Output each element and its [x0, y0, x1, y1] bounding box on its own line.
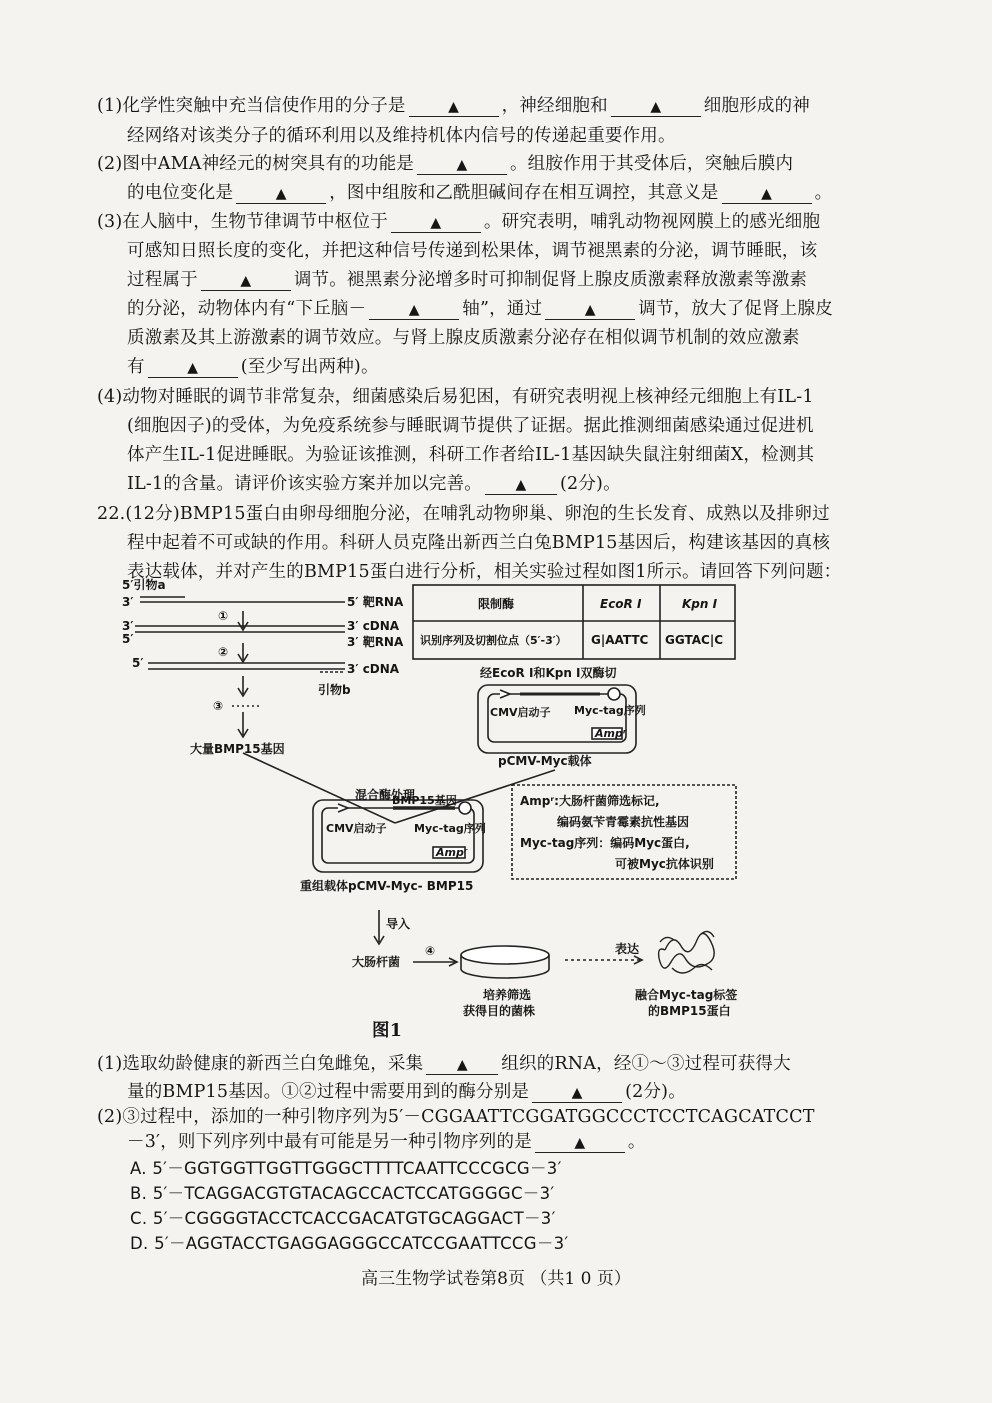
step1-label: ①: [218, 609, 229, 623]
q22-stem-line2: 程中起着不可或缺的作用。科研人员克隆出新西兰白兔BMP15基因后，构建该基因的真核: [127, 533, 831, 553]
double-cut-label: 经EcoR I和Kpn I双酶切: [480, 666, 617, 680]
q21-4-line2: (细胞因子)的受体，为免疫系统参与睡眠调节提供了证据。据此推测细菌感染通过促进机: [127, 416, 814, 436]
amp-label-2: Ampʳ: [436, 846, 468, 859]
bmp15-gene-label: BMP15基因: [392, 794, 457, 807]
q22-2-line1: (2)③过程中，添加的一种引物序列为5′－CGGAATTCGGATGGCCCTCCTCAGCATCCT: [97, 1107, 815, 1127]
table-ecori-site: G|AATTC: [591, 633, 649, 647]
answer-blank[interactable]: ▲: [409, 97, 499, 117]
option-a[interactable]: A. 5′－GGTGGTTGGTTGGGCTTTTCAATTCCCGCG－3′: [130, 1159, 562, 1178]
strand-5-label: 5′: [132, 656, 144, 670]
q21-3-line2: 可感知日照长度的变化，并把这种信号传递到松果体，调节褪黑素的分泌，调节睡眠，该: [127, 241, 818, 261]
option-d[interactable]: D. 5′－AGGTACCTGAGGAGGGCCATCCGAATTCCG－3′: [130, 1234, 569, 1253]
strand-3-label: 3′: [122, 619, 134, 633]
target-rna-label: 5′ 靶RNA: [347, 595, 404, 609]
many-bmp15-label: 大量BMP15基因: [190, 742, 285, 756]
culture-label-1: 培养筛选: [483, 988, 532, 1002]
option-b[interactable]: B. 5′－TCAGGACGTGTACAGCCACTCCATGGGGC－3′: [130, 1184, 555, 1203]
petri-dish: [461, 946, 549, 964]
answer-blank[interactable]: ▲: [722, 184, 812, 204]
legend-line3: Myc-tag序列：编码Myc蛋白,: [520, 836, 690, 850]
strand-3-label: 3′: [122, 595, 134, 609]
answer-blank[interactable]: ▲: [535, 1133, 625, 1153]
express-label: 表达: [615, 942, 640, 956]
myc-tag-label-2: Myc-tag序列: [414, 822, 486, 835]
answer-blank[interactable]: ▲: [545, 300, 635, 320]
answer-blank[interactable]: ▲: [369, 300, 459, 320]
answer-blank[interactable]: ▲: [148, 358, 238, 378]
q21-3-line3: 过程属于 ▲ 调节。褪黑素分泌增多时可抑制促肾上腺皮质激素释放激素等激素: [127, 270, 808, 290]
answer-blank[interactable]: ▲: [417, 155, 507, 175]
table-row-label: 识别序列及切割位点（5′-3′）: [420, 634, 567, 647]
option-c[interactable]: C. 5′－CGGGGTACCTCACCGACATGTGCAGGACT－3′: [130, 1209, 556, 1228]
import-label: 导入: [386, 917, 411, 931]
ecoli-label: 大肠杆菌: [352, 955, 401, 969]
primer-b-label: 引物b: [318, 683, 351, 697]
answer-blank[interactable]: ▲: [426, 1055, 498, 1075]
q21-2-line1: (2)图中AMA神经元的树突具有的功能是 ▲ 。组胺作用于其受体后，突触后膜内: [97, 154, 794, 174]
table-header-ecori: EcoR I: [600, 597, 642, 611]
q21-3-line1: (3)在人脑中，生物节律调节中枢位于 ▲ 。研究表明，哺乳动物视网膜上的感光细胞: [97, 212, 821, 232]
fusion-protein-label-1: 融合Myc-tag标签: [635, 988, 738, 1002]
table-kpni-site: GGTAC|C: [665, 633, 724, 647]
q21-1-line2: 经网络对该类分子的循环利用以及维持机体内信号的传递起重要作用。: [127, 126, 676, 146]
legend-line4: 可被Myc抗体识别: [615, 857, 714, 871]
answer-blank[interactable]: ▲: [236, 184, 326, 204]
fusion-protein-label-2: 的BMP15蛋白: [648, 1004, 731, 1018]
table-header-kpni: Kpn I: [682, 597, 718, 611]
amp-label: Ampʳ: [595, 727, 627, 740]
culture-label-2: 获得目的菌株: [463, 1004, 536, 1018]
target-rna-label-2: 3′ 靶RNA: [347, 635, 404, 649]
recombinant-label: 重组载体pCMV-Myc- BMP15: [300, 879, 474, 893]
answer-blank[interactable]: ▲: [485, 475, 557, 495]
answer-blank[interactable]: ▲: [611, 97, 701, 117]
q21-3-line6: 有 ▲ (至少写出两种)。: [127, 357, 379, 377]
primer-a-label: 5′引物a: [122, 578, 166, 592]
q21-1-line1: (1)化学性突触中充当信使作用的分子是 ▲ ，神经细胞和 ▲ 细胞形成的神: [97, 96, 810, 116]
q21-2-line2: 的电位变化是 ▲ ，图中组胺和乙酰胆碱间存在相互调控，其意义是 ▲ 。: [127, 183, 833, 203]
cdna-label-2: 3′ cDNA: [347, 662, 400, 676]
q22-1-line1: (1)选取幼龄健康的新西兰白兔雌兔，采集 ▲ 组织的RNA，经①～③过程可获得大: [97, 1054, 791, 1074]
page-footer: 高三生物学试卷第8页 （共1 0 页）: [361, 1269, 631, 1289]
cmv-promoter-label-2: CMV启动子: [326, 822, 387, 835]
q22-2-line2: －3′，则下列序列中最有可能是另一种引物序列的是 ▲ 。: [127, 1132, 646, 1152]
answer-blank[interactable]: ▲: [532, 1083, 622, 1103]
q21-4-line1: (4)动物对睡眠的调节非常复杂，细菌感染后易犯困，有研究表明视上核神经元细胞上有IL-1: [97, 387, 814, 407]
vector-label: pCMV-Myc载体: [498, 754, 592, 768]
table-header-enzyme: 限制酶: [478, 597, 515, 611]
answer-blank[interactable]: ▲: [201, 271, 291, 291]
strand-5-label: 5′: [122, 632, 134, 646]
cmv-promoter-label: CMV启动子: [490, 706, 551, 719]
legend-line2: 编码氨苄青霉素抗性基因: [557, 815, 690, 829]
figure-caption: 图1: [372, 1021, 403, 1041]
step2-label: ②: [218, 645, 229, 659]
cdna-label: 3′ cDNA: [347, 619, 400, 633]
mixed-enzyme-label: 混合酶处理: [355, 788, 416, 802]
q21-3-line4: 的分泌，动物体内有“下丘脑－ ▲ 轴”，通过 ▲ 调节，放大了促肾上腺皮: [127, 299, 833, 319]
q22-1-line2: 量的BMP15基因。①②过程中需要用到的酶分别是 ▲ (2分)。: [127, 1082, 686, 1102]
step4-label: ④: [425, 944, 436, 958]
answer-blank[interactable]: ▲: [391, 213, 481, 233]
myc-tag-label: Myc-tag序列: [574, 704, 646, 717]
legend-line1: Ampʳ:大肠杆菌筛选标记,: [520, 794, 660, 808]
q21-4-line3: 体产生IL-1促进睡眠。为验证该推测，科研工作者给IL-1基因缺失鼠注射细菌X，检测其: [127, 445, 815, 465]
q21-4-line4: IL-1的含量。请评价该实验方案并加以完善。 ▲ (2分)。: [127, 474, 621, 494]
step3-label: ③: [213, 699, 224, 713]
q22-stem-line3: 表达载体，并对产生的BMP15蛋白进行分析，相关实验过程如图1所示。请回答下列问题：: [127, 562, 842, 582]
q22-stem-line1: 22.(12分)BMP15蛋白由卵母细胞分泌，在哺乳动物卵巢、卵泡的生长发育、成熟以及排卵过: [97, 504, 830, 524]
q21-3-line5: 质激素及其上游激素的调节效应。与肾上腺皮质激素分泌存在相似调节机制的效应激素: [127, 328, 800, 348]
